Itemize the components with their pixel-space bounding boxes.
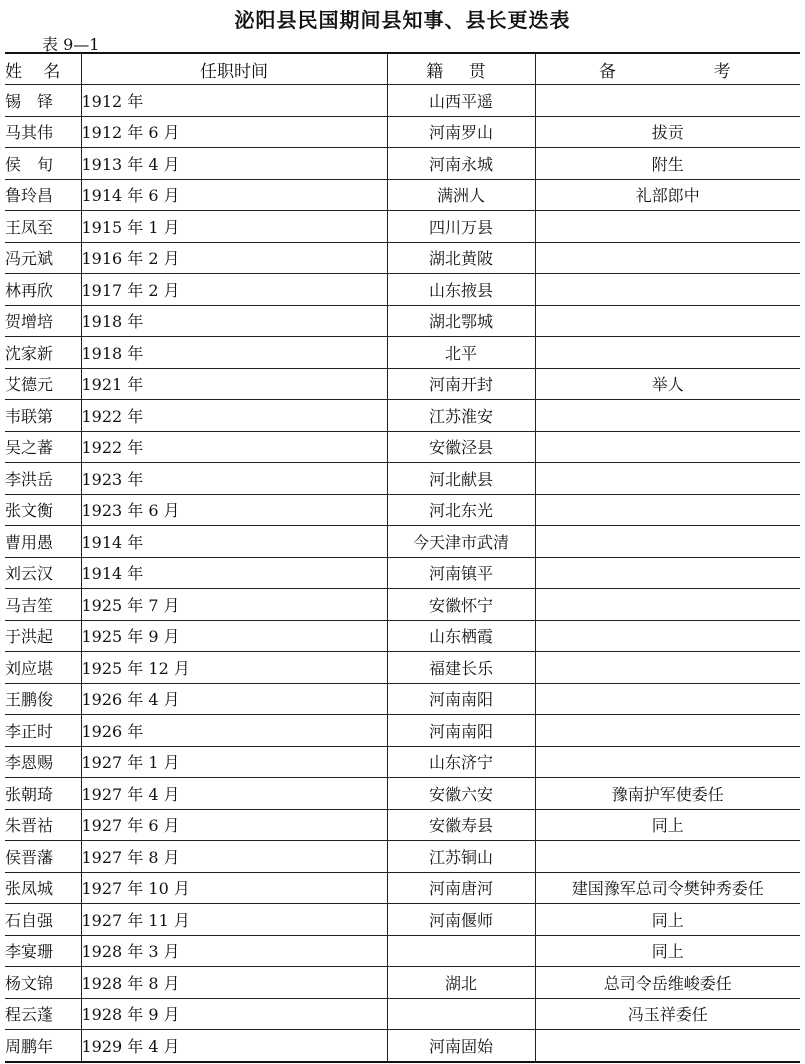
- cell-term: 1927 年 8 月: [81, 841, 387, 873]
- table-row: [5, 589, 800, 621]
- cell-origin: 河南南阳: [387, 683, 535, 715]
- cell-note: 总司令岳维峻委任: [535, 967, 800, 999]
- cell-name: 锡 铎: [5, 85, 81, 117]
- cell-term: 1925 年 7 月: [81, 589, 387, 621]
- cell-note: [535, 463, 800, 495]
- cell-note: [535, 1030, 800, 1062]
- cell-origin: 山东掖县: [387, 274, 535, 306]
- cell-term: 1928 年 8 月: [81, 967, 387, 999]
- cell-note: [535, 746, 800, 778]
- cell-origin: 安徽怀宁: [387, 589, 535, 621]
- cell-name: 沈家新: [5, 337, 81, 369]
- cell-term: 1923 年 6 月: [81, 494, 387, 526]
- cell-term: 1912 年: [81, 85, 387, 117]
- cell-origin: 河南固始: [387, 1030, 535, 1062]
- cell-term: 1914 年: [81, 526, 387, 558]
- cell-name: 王鹏俊: [5, 683, 81, 715]
- cell-term: 1912 年 6 月: [81, 116, 387, 148]
- cell-note: [535, 683, 800, 715]
- cell-term: 1921 年: [81, 368, 387, 400]
- cell-name: 李正时: [5, 715, 81, 747]
- cell-origin: 河北东光: [387, 494, 535, 526]
- cell-name: 张朝琦: [5, 778, 81, 810]
- header-term: 任职时间: [81, 53, 387, 85]
- table-row: [5, 116, 800, 148]
- header-note: 备 考: [535, 53, 800, 85]
- cell-origin: 山东济宁: [387, 746, 535, 778]
- cell-note: [535, 337, 800, 369]
- table-row: [5, 620, 800, 652]
- table-row: [5, 904, 800, 936]
- header-name: 姓 名: [5, 53, 81, 85]
- table-row: [5, 841, 800, 873]
- cell-name: 朱晋祜: [5, 809, 81, 841]
- cell-note: 建国豫军总司令樊钟秀委任: [535, 872, 800, 904]
- cell-term: 1914 年: [81, 557, 387, 589]
- cell-origin: 山东栖霞: [387, 620, 535, 652]
- table-body: [5, 85, 800, 1062]
- cell-term: 1928 年 9 月: [81, 998, 387, 1030]
- cell-note: 同上: [535, 935, 800, 967]
- cell-note: [535, 274, 800, 306]
- cell-term: 1923 年: [81, 463, 387, 495]
- cell-name: 张文衡: [5, 494, 81, 526]
- cell-origin: 河南唐河: [387, 872, 535, 904]
- cell-term: 1918 年: [81, 305, 387, 337]
- cell-origin: 河北献县: [387, 463, 535, 495]
- table-row: [5, 557, 800, 589]
- cell-term: 1927 年 4 月: [81, 778, 387, 810]
- cell-term: 1927 年 6 月: [81, 809, 387, 841]
- table-row: [5, 526, 800, 558]
- cell-note: 豫南护军使委任: [535, 778, 800, 810]
- cell-note: 冯玉祥委任: [535, 998, 800, 1030]
- cell-origin: 河南永城: [387, 148, 535, 180]
- table-row: [5, 211, 800, 243]
- cell-origin: 江苏铜山: [387, 841, 535, 873]
- cell-name: 韦联第: [5, 400, 81, 432]
- cell-origin: [387, 935, 535, 967]
- cell-name: 曹用愚: [5, 526, 81, 558]
- cell-term: 1925 年 9 月: [81, 620, 387, 652]
- cell-note: 同上: [535, 809, 800, 841]
- table-row: [5, 242, 800, 274]
- cell-term: 1915 年 1 月: [81, 211, 387, 243]
- table-row: [5, 85, 800, 117]
- cell-origin: 河南镇平: [387, 557, 535, 589]
- cell-origin: 安徽泾县: [387, 431, 535, 463]
- table-row: [5, 305, 800, 337]
- cell-term: 1914 年 6 月: [81, 179, 387, 211]
- cell-term: 1926 年 4 月: [81, 683, 387, 715]
- cell-note: 礼部郎中: [535, 179, 800, 211]
- cell-origin: 今天津市武清: [387, 526, 535, 558]
- cell-note: [535, 400, 800, 432]
- table-row: [5, 746, 800, 778]
- cell-term: 1922 年: [81, 400, 387, 432]
- cell-name: 吴之蕃: [5, 431, 81, 463]
- cell-origin: 河南偃师: [387, 904, 535, 936]
- table-row: [5, 148, 800, 180]
- table-header-row: [5, 53, 800, 85]
- cell-origin: 河南罗山: [387, 116, 535, 148]
- table-row: [5, 274, 800, 306]
- cell-note: 同上: [535, 904, 800, 936]
- cell-term: 1916 年 2 月: [81, 242, 387, 274]
- cell-term: 1926 年: [81, 715, 387, 747]
- cell-origin: 江苏淮安: [387, 400, 535, 432]
- cell-name: 周鹏年: [5, 1030, 81, 1062]
- table-row: [5, 1030, 800, 1062]
- table-row: [5, 872, 800, 904]
- header-origin: 籍 贯: [387, 53, 535, 85]
- cell-name: 冯元斌: [5, 242, 81, 274]
- table-row: [5, 431, 800, 463]
- cell-term: 1925 年 12 月: [81, 652, 387, 684]
- cell-term: 1927 年 11 月: [81, 904, 387, 936]
- cell-name: 侯晋藩: [5, 841, 81, 873]
- table-row: [5, 809, 800, 841]
- cell-origin: 福建长乐: [387, 652, 535, 684]
- table-label: 表 9—1: [42, 35, 100, 54]
- cell-note: [535, 652, 800, 684]
- cell-name: 李洪岳: [5, 463, 81, 495]
- cell-name: 马吉笙: [5, 589, 81, 621]
- cell-origin: 河南南阳: [387, 715, 535, 747]
- table-row: [5, 778, 800, 810]
- cell-origin: 山西平遥: [387, 85, 535, 117]
- cell-name: 林再欣: [5, 274, 81, 306]
- cell-name: 马其伟: [5, 116, 81, 148]
- table-row: [5, 967, 800, 999]
- table-row: [5, 652, 800, 684]
- cell-name: 艾德元: [5, 368, 81, 400]
- cell-note: [535, 211, 800, 243]
- table-row: [5, 337, 800, 369]
- table-row: [5, 998, 800, 1030]
- cell-term: 1922 年: [81, 431, 387, 463]
- cell-note: [535, 85, 800, 117]
- cell-note: 拔贡: [535, 116, 800, 148]
- cell-term: 1927 年 1 月: [81, 746, 387, 778]
- cell-note: 附生: [535, 148, 800, 180]
- cell-note: [535, 715, 800, 747]
- cell-note: [535, 557, 800, 589]
- table-row: [5, 368, 800, 400]
- cell-origin: 湖北黄陂: [387, 242, 535, 274]
- cell-origin: 满洲人: [387, 179, 535, 211]
- cell-name: 李恩赐: [5, 746, 81, 778]
- cell-note: [535, 431, 800, 463]
- cell-note: [535, 242, 800, 274]
- cell-name: 王凤至: [5, 211, 81, 243]
- cell-name: 刘云汉: [5, 557, 81, 589]
- cell-name: 贺增培: [5, 305, 81, 337]
- magistrate-table: [5, 52, 800, 1063]
- cell-origin: 北平: [387, 337, 535, 369]
- table-row: [5, 179, 800, 211]
- table-row: [5, 715, 800, 747]
- cell-origin: [387, 998, 535, 1030]
- table-row: [5, 494, 800, 526]
- cell-name: 程云蓬: [5, 998, 81, 1030]
- cell-name: 刘应堪: [5, 652, 81, 684]
- cell-origin: 湖北: [387, 967, 535, 999]
- cell-term: 1927 年 10 月: [81, 872, 387, 904]
- cell-origin: 安徽六安: [387, 778, 535, 810]
- cell-term: 1929 年 4 月: [81, 1030, 387, 1062]
- cell-origin: 四川万县: [387, 211, 535, 243]
- cell-term: 1913 年 4 月: [81, 148, 387, 180]
- cell-origin: 安徽寿县: [387, 809, 535, 841]
- table-row: [5, 683, 800, 715]
- cell-name: 杨文锦: [5, 967, 81, 999]
- cell-note: [535, 620, 800, 652]
- cell-note: [535, 526, 800, 558]
- cell-name: 侯 旬: [5, 148, 81, 180]
- table-row: [5, 400, 800, 432]
- cell-note: [535, 841, 800, 873]
- cell-name: 鲁玲昌: [5, 179, 81, 211]
- table-row: [5, 935, 800, 967]
- cell-origin: 湖北鄂城: [387, 305, 535, 337]
- cell-name: 李宴珊: [5, 935, 81, 967]
- table-row: [5, 463, 800, 495]
- cell-origin: 河南开封: [387, 368, 535, 400]
- cell-term: 1928 年 3 月: [81, 935, 387, 967]
- cell-note: [535, 305, 800, 337]
- cell-name: 石自强: [5, 904, 81, 936]
- cell-note: 举人: [535, 368, 800, 400]
- cell-note: [535, 589, 800, 621]
- cell-term: 1917 年 2 月: [81, 274, 387, 306]
- cell-name: 于洪起: [5, 620, 81, 652]
- cell-term: 1918 年: [81, 337, 387, 369]
- cell-note: [535, 494, 800, 526]
- document-title: 泌阳县民国期间县知事、县长更迭表: [234, 8, 571, 32]
- cell-name: 张凤城: [5, 872, 81, 904]
